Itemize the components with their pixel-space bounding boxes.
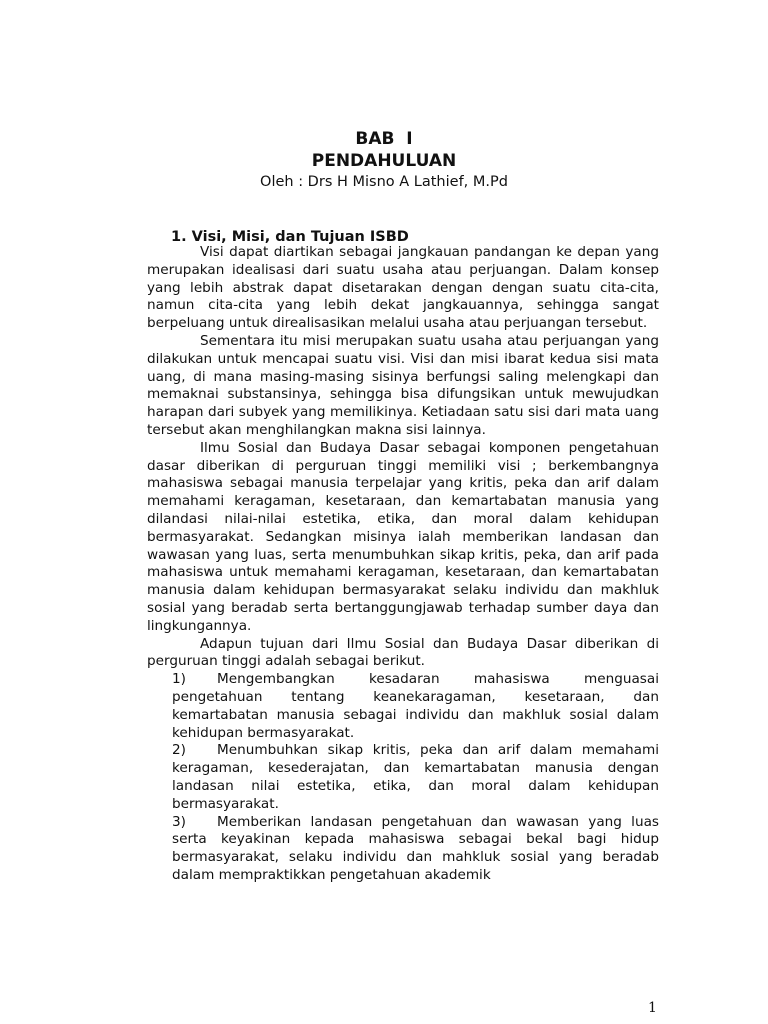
paragraph-misi: Sementara itu misi merupakan suatu usaha atau perjuangan yang dilakukan untuk mencapai suatu visi. Visi dan misi ibarat kedua sisi mata uang, di mana masing-masing sisinya berfungsi saling melengkapi dan memaknai substansinya, sehingga bisa difungsikan untuk mewujudkan harapan dari subyek yang memilikinya. Ketiadaan satu sisi dari mata uang tersebut akan menghilangkan makna sisi lainnya.	[147, 332, 659, 438]
list-item-text: Memberikan landasan pengetahuan dan wawasan yang luas serta keyakinan kepada mahasiswa sebagai bekal bagi hidup bermasyarakat, selaku individu dan mahkluk sosial yang beradab dalam mempraktikkan pengetahuan akademik	[172, 813, 659, 883]
paragraph-tujuan: Adapun tujuan dari Ilmu Sosial dan Budaya Dasar diberikan di perguruan tinggi adalah sebagai berikut.	[147, 635, 659, 670]
objectives-list	[172, 671, 659, 885]
section-heading: 1. Visi, Misi, dan Tujuan ISBD	[171, 229, 409, 245]
list-item-text: Menumbuhkan sikap kritis, peka dan arif dalam memahami keragaman, kesederajatan, dan kemartabatan manusia dengan landasan nilai estetika, etika, dan moral dalam kehidupan bermasyarakat.	[172, 742, 659, 812]
chapter-title: PENDAHULUAN	[311, 151, 457, 171]
list-item	[172, 742, 659, 813]
list-item	[172, 814, 659, 885]
list-item-text: Mengembangkan kesadaran mahasiswa menguasai pengetahuan tentang keanekaragaman, kesetaraan, dan kemartabatan manusia sebagai individu dan makhluk sosial dalam kehidupan bermasyarakat.	[172, 671, 659, 741]
page-number: 1	[648, 1000, 657, 1016]
list-item	[172, 671, 659, 742]
paragraph-visi: Visi dapat diartikan sebagai jangkauan pandangan ke depan yang merupakan idealisasi dari suatu usaha atau perjuangan. Dalam konsep yang lebih abstrak dapat disetarakan dengan dengan suatu cita-cita, namun cita-cita yang lebih dekat jangkauannya, sehingga sangat berpeluang untuk direalisasikan melalui usaha atau perjuangan tersebut.	[147, 244, 659, 332]
author-line: Oleh : Drs H Misno A Lathief, M.Pd	[260, 174, 508, 190]
list-item-number: 2)	[172, 742, 186, 759]
body-text	[147, 244, 659, 885]
list-item-number: 3)	[172, 813, 186, 830]
chapter-label: BAB I	[355, 129, 413, 149]
list-item-number: 1)	[172, 671, 186, 688]
paragraph-isbd: Ilmu Sosial dan Budaya Dasar sebagai komponen pengetahuan dasar diberikan di perguruan tinggi memiliki visi ; berkembangnya mahasiswa sebagai manusia terpelajar yang kritis, peka dan arif dalam memahami keragaman, kesetaraan, dan kemartabatan manusia yang dilandasi nilai-nilai estetika, etika, dan moral dalam kehidupan bermasyarakat. Sedangkan misinya ialah memberikan landasan dan wawasan yang luas, serta menumbuhkan sikap kritis, peka, dan arif pada mahasiswa untuk memahami keragaman, kesetaraan, dan kemartabatan manusia dalam kehidupan bermasyarakat selaku individu dan makhluk sosial yang beradab serta bertanggungjawab terhadap sumber daya dan lingkungannya.	[147, 439, 659, 634]
